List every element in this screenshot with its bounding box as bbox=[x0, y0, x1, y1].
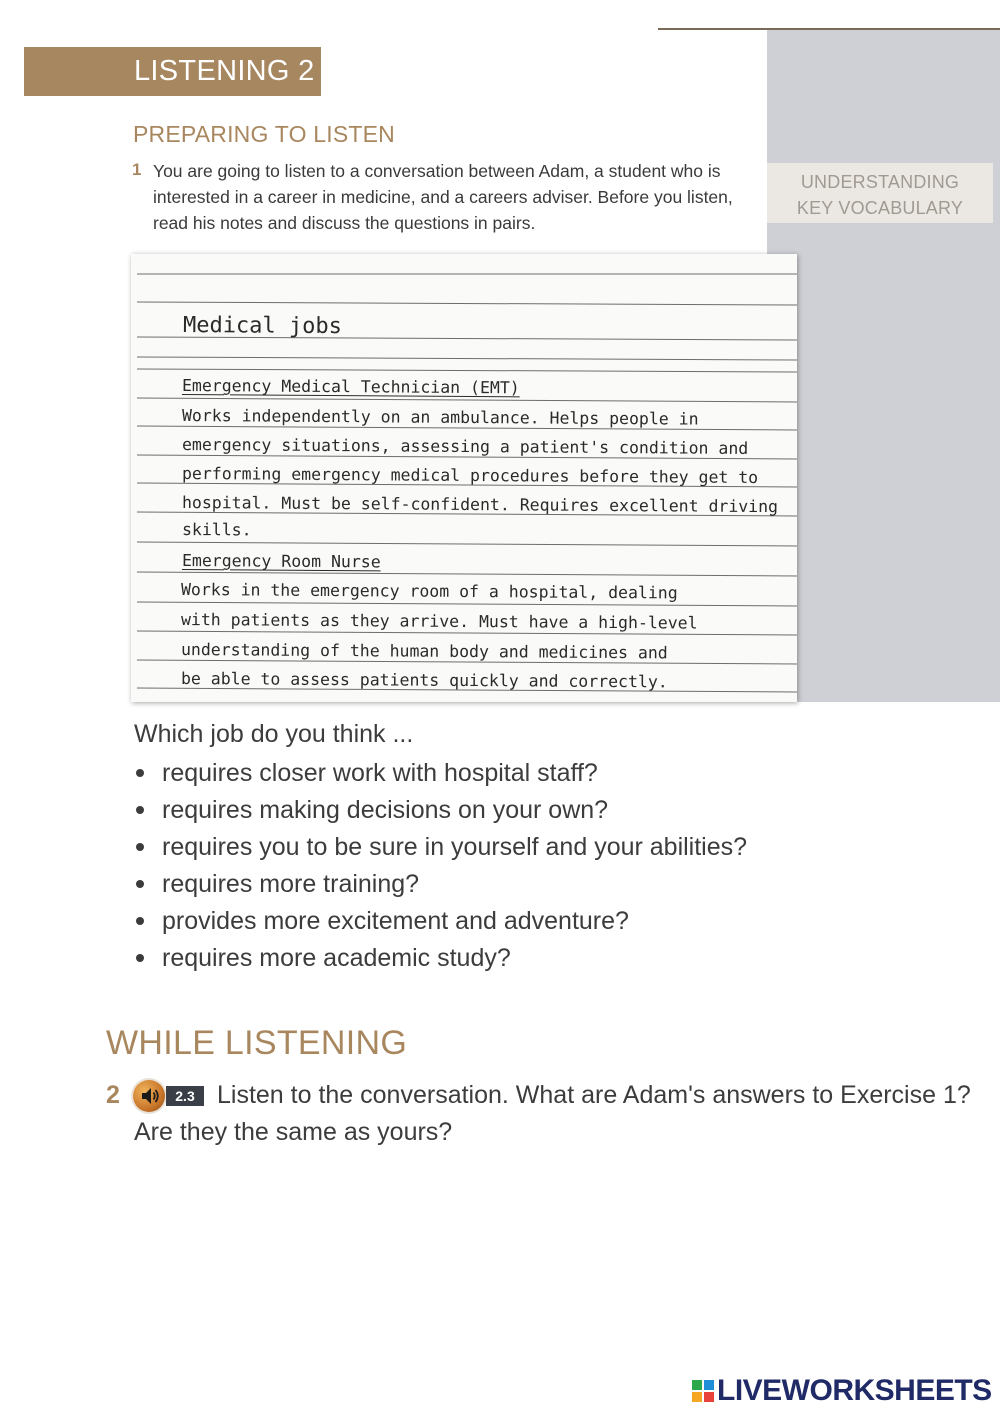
bullet-icon bbox=[136, 806, 144, 814]
bullet-icon bbox=[136, 917, 144, 925]
question-text: requires making decisions on your own? bbox=[162, 796, 609, 824]
track-badge: 2.3 bbox=[166, 1086, 204, 1106]
while-listening-heading: WHILE LISTENING bbox=[106, 1024, 408, 1062]
section-banner: LISTENING 2 bbox=[24, 47, 321, 96]
liveworksheets-mark-icon bbox=[692, 1380, 714, 1402]
list-item bbox=[134, 757, 747, 794]
job2-line: be able to assess patients quickly and correctly. bbox=[180, 669, 668, 692]
job2-line: with patients as they arrive. Must have a high-level bbox=[180, 610, 698, 633]
audio-play-icon[interactable] bbox=[133, 1080, 165, 1112]
job1-line: hospital. Must be self-confident. Requires excellent driving bbox=[181, 493, 779, 517]
job1-line: emergency situations, assessing a patient's condition and bbox=[181, 435, 749, 458]
bullet-icon bbox=[136, 769, 144, 777]
exercise-1-instruction: You are going to listen to a conversation between Adam, a student who is interested in a career in medicine, and a careers adviser. Before you listen, read his notes and discuss the questions in pairs. bbox=[153, 161, 733, 233]
notes-text bbox=[131, 254, 797, 702]
question-text: requires more academic study? bbox=[162, 944, 511, 972]
brand-name: LIVEWORKSHEETS bbox=[717, 1374, 992, 1407]
question-text: provides more excitement and adventure? bbox=[162, 907, 629, 935]
job1-line: Works independently on an ambulance. Helps people in bbox=[181, 406, 699, 429]
job1-title: Emergency Medical Technician (EMT) bbox=[181, 376, 520, 398]
job2-line: Works in the emergency room of a hospital, dealing bbox=[180, 580, 678, 603]
sidebar-label bbox=[767, 163, 993, 223]
question-list bbox=[134, 757, 747, 979]
notes-title: Medical jobs bbox=[182, 313, 343, 340]
sidebar-panel bbox=[767, 30, 1000, 702]
job1-line: skills. bbox=[181, 520, 252, 540]
exercise-1-number: 1 bbox=[132, 160, 142, 179]
question-text: requires closer work with hospital staff? bbox=[162, 759, 598, 787]
exercise-2-number: 2 bbox=[106, 1081, 120, 1109]
job2-line: understanding of the human body and medicines and bbox=[180, 640, 668, 663]
question-text: requires you to be sure in yourself and your abilities? bbox=[162, 833, 748, 861]
preparing-heading: PREPARING TO LISTEN bbox=[133, 121, 395, 147]
notes-card bbox=[131, 254, 797, 702]
questions-intro: Which job do you think ... bbox=[134, 720, 414, 748]
job2-title: Emergency Room Nurse bbox=[181, 551, 381, 572]
question-text: requires more training? bbox=[162, 870, 420, 898]
exercise-2-instruction-cont: Are they the same as yours? bbox=[134, 1118, 453, 1146]
exercise-2-instruction: Listen to the conversation. What are Adam's answers to Exercise 1? bbox=[217, 1081, 971, 1109]
job1-line: performing emergency medical procedures before they get to bbox=[181, 464, 759, 488]
liveworksheets-logo[interactable] bbox=[692, 1374, 992, 1408]
speaker-icon bbox=[133, 1080, 165, 1112]
list-item bbox=[134, 868, 747, 905]
bullet-icon bbox=[136, 954, 144, 962]
sidebar-label-line1: UNDERSTANDING bbox=[800, 172, 960, 192]
list-item bbox=[134, 942, 747, 979]
list-item bbox=[134, 831, 747, 868]
sidebar-label-line2: KEY VOCABULARY bbox=[796, 198, 964, 218]
bullet-icon bbox=[136, 880, 144, 888]
list-item bbox=[134, 905, 747, 942]
list-item bbox=[134, 794, 747, 831]
bullet-icon bbox=[136, 843, 144, 851]
